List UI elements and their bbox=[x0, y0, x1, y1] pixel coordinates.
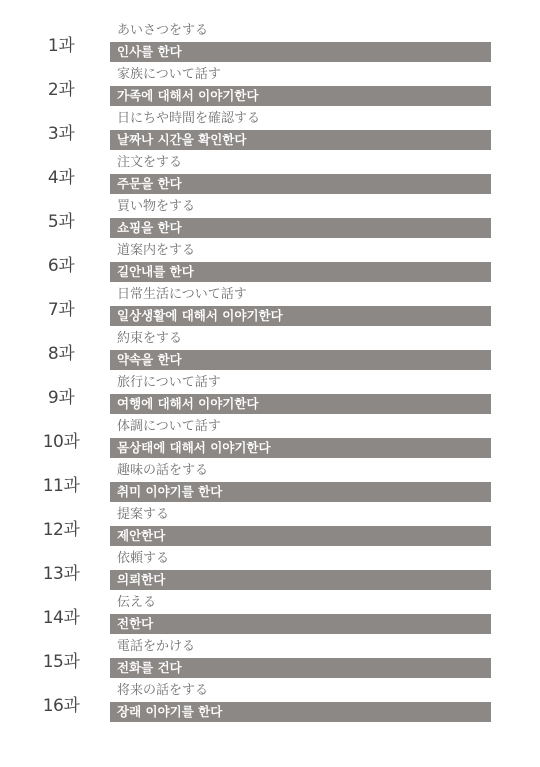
lesson-korean-title: 가족에 대해서 이야기한다 bbox=[117, 88, 259, 103]
lesson-korean-title: 일상생활에 대해서 이야기한다 bbox=[117, 308, 283, 323]
lesson-number: 16과 bbox=[42, 696, 80, 716]
lesson-korean-title: 전한다 bbox=[117, 616, 154, 631]
lesson-japanese-title: 家族について話す bbox=[117, 67, 221, 82]
lesson-number: 10과 bbox=[42, 432, 80, 452]
lesson-korean-bar bbox=[110, 86, 491, 106]
lesson-korean-bar bbox=[110, 614, 491, 634]
lesson-row bbox=[0, 108, 540, 152]
lesson-japanese-title: 電話をかける bbox=[117, 639, 196, 654]
lesson-row bbox=[0, 20, 540, 64]
lesson-row bbox=[0, 636, 540, 680]
lesson-row bbox=[0, 328, 540, 372]
lesson-row bbox=[0, 284, 540, 328]
lesson-korean-title: 제안한다 bbox=[117, 528, 166, 543]
lesson-number: 15과 bbox=[42, 652, 80, 672]
lesson-korean-title: 인사를 한다 bbox=[117, 44, 182, 59]
lesson-number: 14과 bbox=[42, 608, 80, 628]
lesson-korean-title: 날짜나 시간을 확인한다 bbox=[117, 132, 247, 147]
lesson-number: 13과 bbox=[42, 564, 80, 584]
lesson-korean-title: 취미 이야기를 한다 bbox=[117, 484, 223, 499]
lesson-row bbox=[0, 680, 540, 724]
lesson-row bbox=[0, 592, 540, 636]
lesson-number: 7과 bbox=[47, 300, 75, 320]
lesson-korean-title: 쇼핑을 한다 bbox=[117, 220, 182, 235]
lesson-row bbox=[0, 460, 540, 504]
lesson-korean-bar bbox=[110, 658, 491, 678]
lesson-number: 3과 bbox=[47, 124, 75, 144]
lesson-japanese-title: 注文をする bbox=[117, 155, 183, 170]
lesson-korean-bar bbox=[110, 218, 491, 238]
lesson-korean-bar bbox=[110, 570, 491, 590]
lesson-korean-bar bbox=[110, 526, 491, 546]
lesson-korean-bar bbox=[110, 394, 491, 414]
lesson-korean-bar bbox=[110, 130, 491, 150]
lesson-japanese-title: 依頼する bbox=[117, 551, 170, 566]
lesson-japanese-title: 体調について話す bbox=[117, 419, 221, 434]
lesson-row bbox=[0, 152, 540, 196]
lesson-korean-title: 전화를 건다 bbox=[117, 660, 182, 675]
lesson-korean-title: 약속을 한다 bbox=[117, 352, 182, 367]
lesson-number: 2과 bbox=[47, 80, 75, 100]
lesson-korean-bar bbox=[110, 350, 491, 370]
lesson-row bbox=[0, 196, 540, 240]
lesson-number: 11과 bbox=[42, 476, 80, 496]
lesson-number: 9과 bbox=[47, 388, 75, 408]
lesson-japanese-title: 提案する bbox=[117, 507, 170, 522]
lesson-korean-title: 몸상태에 대해서 이야기한다 bbox=[117, 440, 271, 455]
lesson-number: 6과 bbox=[47, 256, 75, 276]
lesson-number: 8과 bbox=[47, 344, 75, 364]
lesson-japanese-title: 約束をする bbox=[117, 331, 183, 346]
lesson-japanese-title: 買い物をする bbox=[117, 199, 196, 214]
lesson-korean-bar bbox=[110, 306, 491, 326]
lesson-japanese-title: 将来の話をする bbox=[117, 683, 209, 698]
lesson-number: 4과 bbox=[47, 168, 75, 188]
lesson-korean-bar bbox=[110, 438, 491, 458]
lesson-number: 1과 bbox=[47, 36, 75, 56]
lesson-japanese-title: 趣味の話をする bbox=[117, 463, 209, 478]
lesson-korean-bar bbox=[110, 482, 491, 502]
lesson-japanese-title: 道案内をする bbox=[117, 243, 196, 258]
lesson-japanese-title: 日常生活について話す bbox=[117, 287, 247, 302]
lesson-korean-title: 여행에 대해서 이야기한다 bbox=[117, 396, 259, 411]
lesson-list bbox=[0, 20, 540, 724]
lesson-korean-bar bbox=[110, 262, 491, 282]
lesson-japanese-title: 旅行について話す bbox=[117, 375, 221, 390]
lesson-korean-title: 의뢰한다 bbox=[117, 572, 166, 587]
lesson-korean-title: 주문을 한다 bbox=[117, 176, 182, 191]
lesson-korean-bar bbox=[110, 702, 491, 722]
lesson-number: 5과 bbox=[47, 212, 75, 232]
lesson-japanese-title: 日にちや時間を確認する bbox=[117, 111, 261, 126]
lesson-korean-title: 길안내를 한다 bbox=[117, 264, 194, 279]
lesson-row bbox=[0, 240, 540, 284]
lesson-korean-title: 장래 이야기를 한다 bbox=[117, 704, 223, 719]
lesson-number: 12과 bbox=[42, 520, 80, 540]
lesson-japanese-title: あいさつをする bbox=[117, 23, 209, 38]
lesson-korean-bar bbox=[110, 174, 491, 194]
lesson-row bbox=[0, 548, 540, 592]
lesson-korean-bar bbox=[110, 42, 491, 62]
lesson-row bbox=[0, 504, 540, 548]
lesson-japanese-title: 伝える bbox=[117, 595, 157, 610]
lesson-row bbox=[0, 372, 540, 416]
lesson-row bbox=[0, 416, 540, 460]
lesson-row bbox=[0, 64, 540, 108]
